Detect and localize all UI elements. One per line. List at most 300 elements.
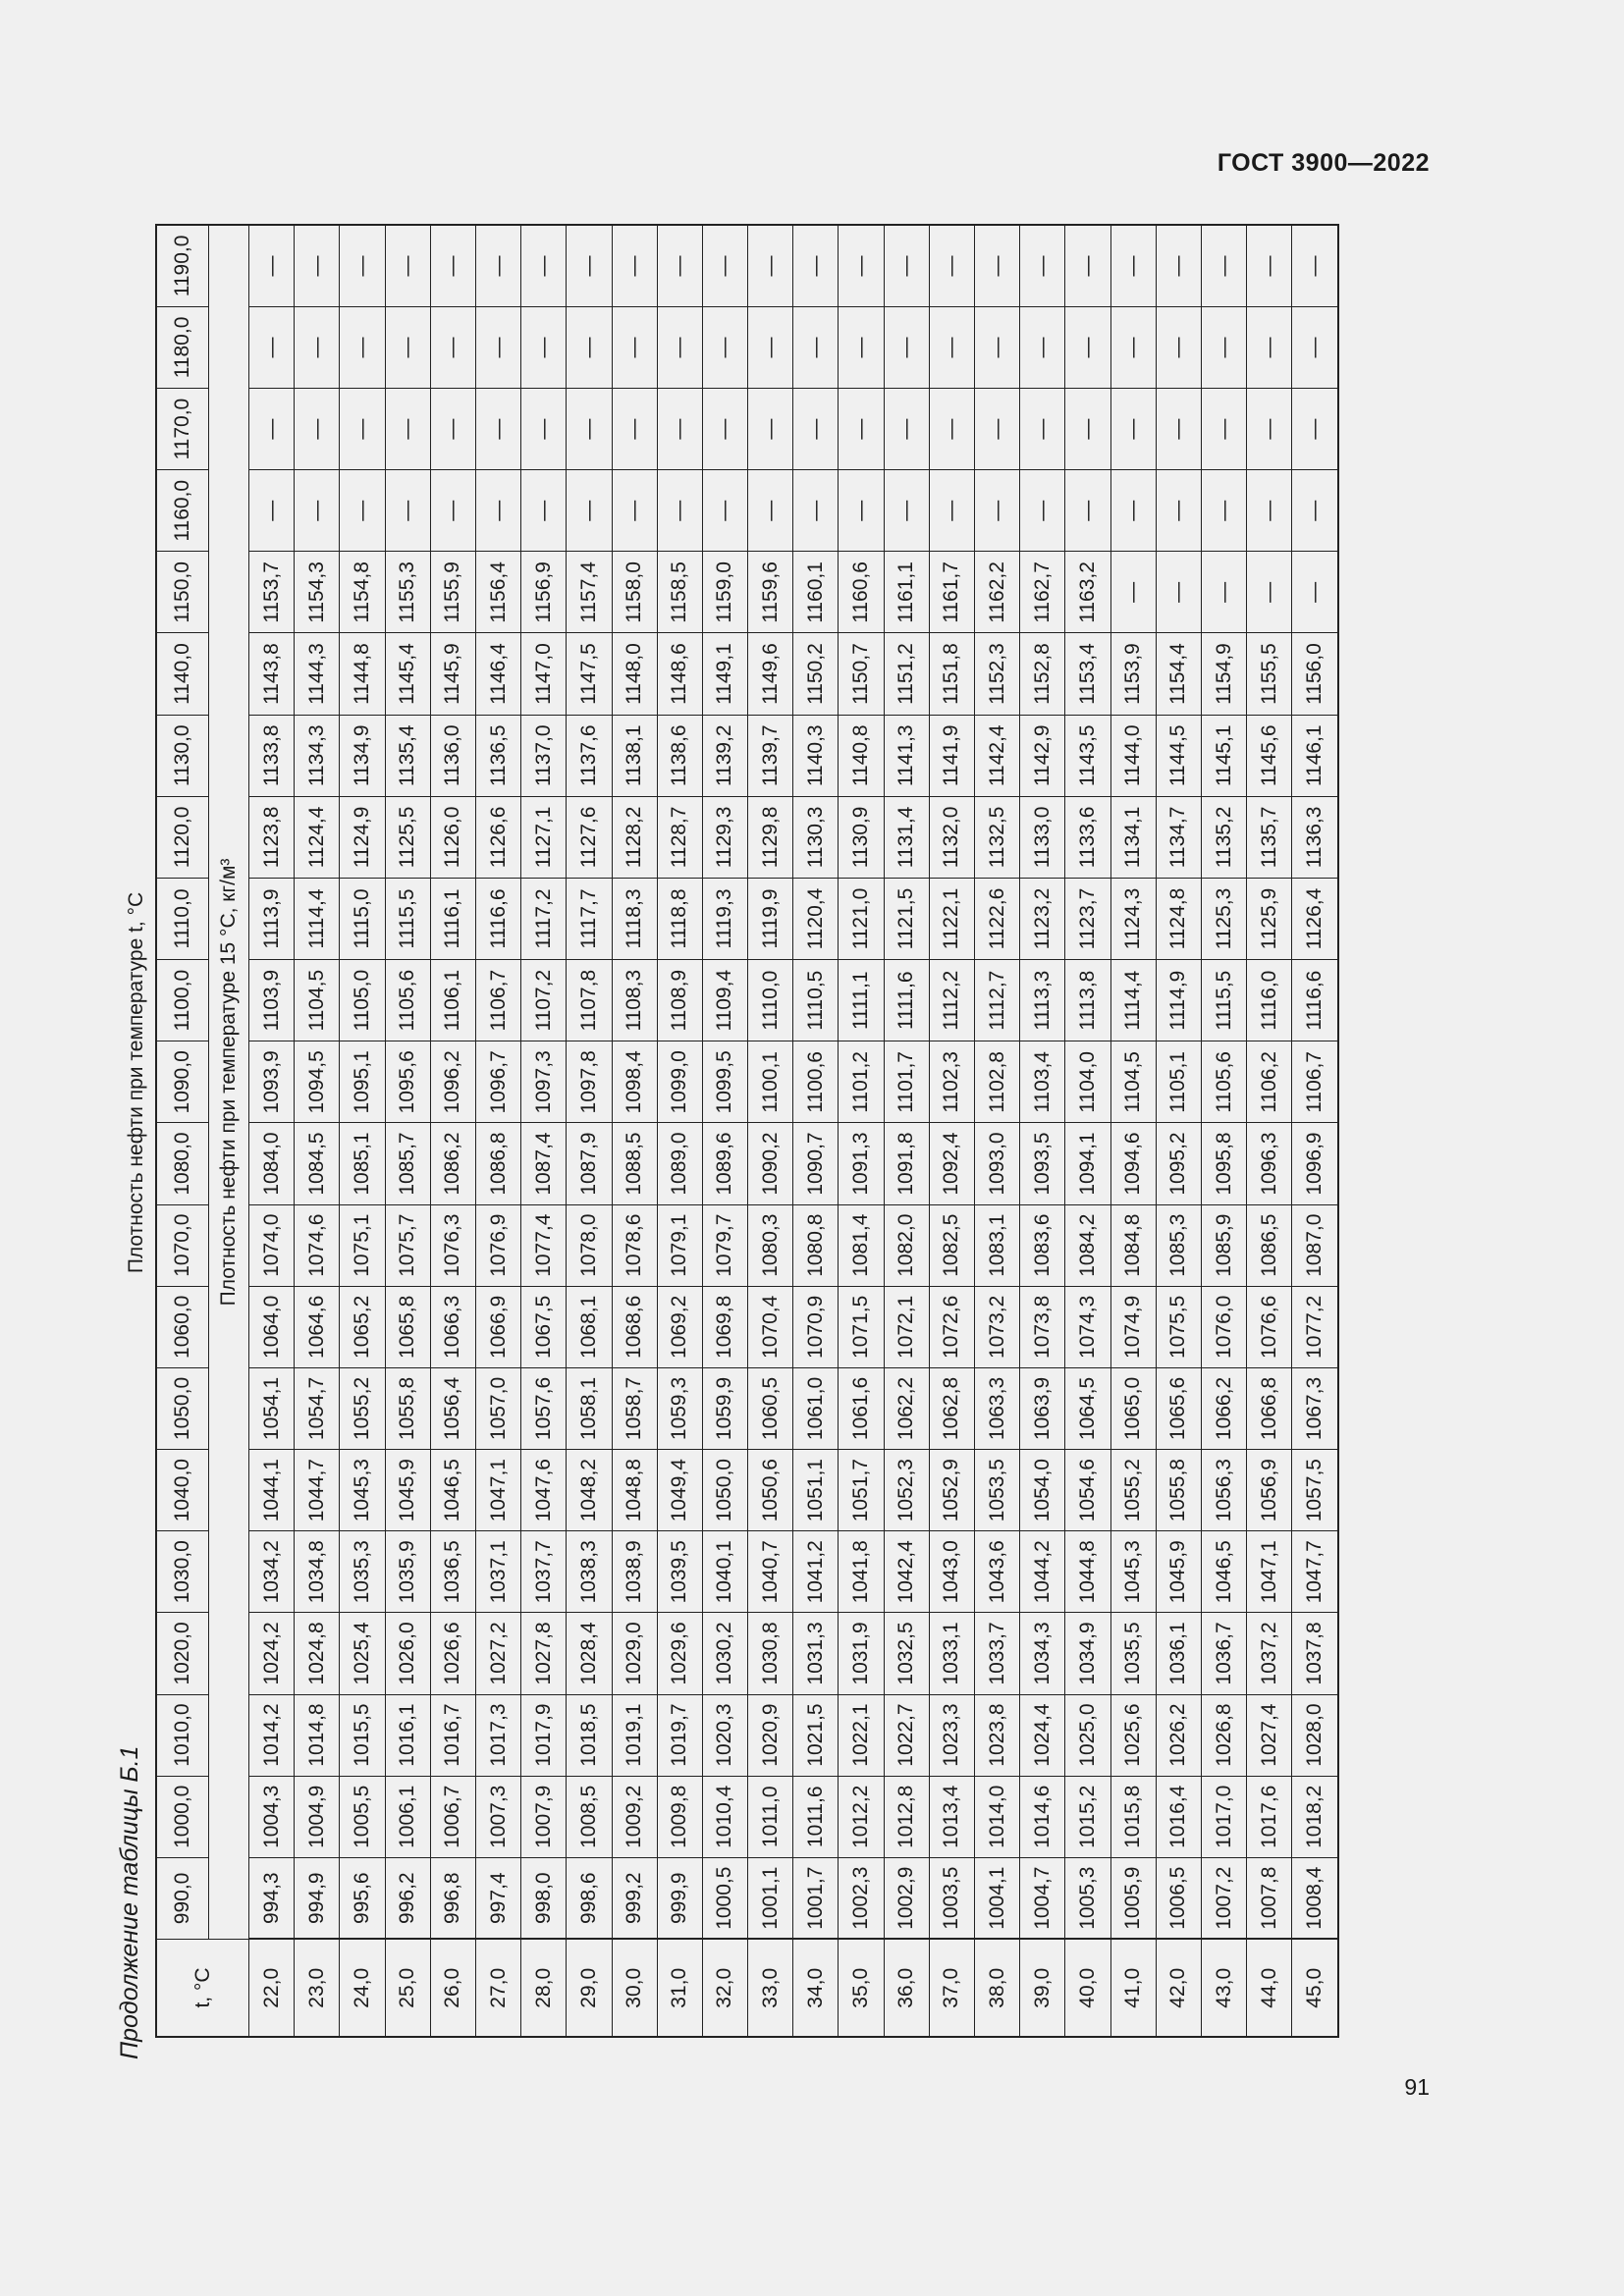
- density-cell: —: [929, 306, 974, 388]
- density-cell: 1012,2: [839, 1776, 884, 1857]
- density-cell: 1023,3: [929, 1694, 974, 1776]
- density-cell: 1013,4: [929, 1776, 974, 1857]
- density-cell: 1093,0: [975, 1123, 1020, 1204]
- density-cell: —: [1110, 306, 1156, 388]
- density-cell: 1006,7: [430, 1776, 475, 1857]
- column-header: 1040,0: [156, 1450, 209, 1531]
- density-cell: 1116,6: [475, 878, 520, 959]
- density-cell: 1017,3: [475, 1694, 520, 1776]
- density-cell: —: [929, 225, 974, 306]
- density-cell: —: [657, 470, 702, 552]
- density-cell: —: [385, 470, 430, 552]
- density-cell: —: [1201, 552, 1246, 633]
- density-cell: 1119,3: [702, 878, 747, 959]
- density-cell: 1011,0: [748, 1776, 793, 1857]
- document-code: ГОСТ 3900—2022: [1217, 149, 1430, 177]
- column-header: 1120,0: [156, 796, 209, 878]
- density-cell: 1101,7: [884, 1041, 929, 1123]
- density-cell: —: [340, 389, 385, 470]
- density-cell: —: [430, 306, 475, 388]
- table-row: [839, 225, 884, 2037]
- density-cell: 1130,3: [793, 796, 839, 878]
- density-cell: 1125,3: [1201, 878, 1246, 959]
- density-cell: 1117,7: [567, 878, 612, 959]
- density-cell: 1102,8: [975, 1041, 1020, 1123]
- density-cell: 1068,6: [612, 1286, 657, 1367]
- density-cell: 1054,7: [295, 1367, 340, 1449]
- density-cell: 1011,6: [793, 1776, 839, 1857]
- density-cell: —: [1020, 225, 1065, 306]
- density-cell: 1143,8: [249, 633, 295, 715]
- temperature-cell: 35,0: [839, 1940, 884, 2038]
- table-row: [249, 225, 295, 2037]
- density-cell: 1045,9: [385, 1450, 430, 1531]
- density-cell: 1158,0: [612, 552, 657, 633]
- density-cell: 1134,1: [1110, 796, 1156, 878]
- density-cell: 1118,8: [657, 878, 702, 959]
- density-cell: 1014,0: [975, 1776, 1020, 1857]
- temperature-cell: 31,0: [657, 1940, 702, 2038]
- density-cell: 1104,0: [1065, 1041, 1110, 1123]
- density-cell: 1148,0: [612, 633, 657, 715]
- density-cell: 1044,1: [249, 1450, 295, 1531]
- density-cell: 1067,3: [1292, 1367, 1338, 1449]
- density-cell: 1093,5: [1020, 1123, 1065, 1204]
- density-cell: 1074,9: [1110, 1286, 1156, 1367]
- density-cell: 1108,3: [612, 960, 657, 1041]
- density-cell: —: [839, 389, 884, 470]
- density-cell: 1074,0: [249, 1204, 295, 1286]
- density-cell: —: [839, 225, 884, 306]
- density-cell: 1063,9: [1020, 1367, 1065, 1449]
- temperature-cell: 33,0: [748, 1940, 793, 2038]
- table-row: [475, 225, 520, 2037]
- subheader-row: [209, 225, 249, 2037]
- density-cell: —: [748, 225, 793, 306]
- density-cell: 1015,8: [1110, 1776, 1156, 1857]
- density-cell: 1078,0: [567, 1204, 612, 1286]
- density-cell: 1045,9: [1156, 1531, 1201, 1613]
- density-cell: 1029,6: [657, 1613, 702, 1694]
- density-cell: 1017,9: [521, 1694, 567, 1776]
- density-cell: 1019,7: [657, 1694, 702, 1776]
- density-cell: 1037,2: [1247, 1613, 1292, 1694]
- density-cell: 1033,1: [929, 1613, 974, 1694]
- table-head: [156, 225, 249, 2037]
- density-cell: 1065,6: [1156, 1367, 1201, 1449]
- density-cell: —: [1065, 225, 1110, 306]
- subheader-label: Плотность нефти при температуре 15 °C, кг/м³: [209, 225, 249, 1940]
- density-cell: —: [748, 470, 793, 552]
- density-cell: 1007,9: [521, 1776, 567, 1857]
- density-cell: 996,8: [430, 1857, 475, 1939]
- density-cell: 1154,3: [295, 552, 340, 633]
- density-cell: 1141,3: [884, 715, 929, 796]
- density-cell: 1110,0: [748, 960, 793, 1041]
- density-cell: 1110,5: [793, 960, 839, 1041]
- density-cell: 1082,5: [929, 1204, 974, 1286]
- density-cell: 1142,9: [1020, 715, 1065, 796]
- density-cell: 1076,3: [430, 1204, 475, 1286]
- density-cell: 1004,7: [1020, 1857, 1065, 1939]
- density-cell: 1023,8: [975, 1694, 1020, 1776]
- density-cell: 1156,4: [475, 552, 520, 633]
- density-cell: 1157,4: [567, 552, 612, 633]
- density-cell: 1120,4: [793, 878, 839, 959]
- column-header: 1170,0: [156, 389, 209, 470]
- density-cell: 1112,2: [929, 960, 974, 1041]
- density-cell: 1155,3: [385, 552, 430, 633]
- density-cell: 1113,3: [1020, 960, 1065, 1041]
- density-cell: 1087,0: [1292, 1204, 1338, 1286]
- column-header: 1130,0: [156, 715, 209, 796]
- density-cell: 1123,2: [1020, 878, 1065, 959]
- density-cell: —: [1156, 389, 1201, 470]
- density-cell: 1074,6: [295, 1204, 340, 1286]
- density-cell: —: [1065, 389, 1110, 470]
- density-cell: 1077,4: [521, 1204, 567, 1286]
- density-cell: 1150,2: [793, 633, 839, 715]
- density-cell: 1045,3: [340, 1450, 385, 1531]
- column-header: 1090,0: [156, 1041, 209, 1123]
- density-cell: 1095,8: [1201, 1123, 1246, 1204]
- density-cell: —: [475, 306, 520, 388]
- density-cell: 1009,2: [612, 1776, 657, 1857]
- density-cell: —: [793, 389, 839, 470]
- table-body: [249, 225, 1338, 2037]
- density-cell: 1031,9: [839, 1613, 884, 1694]
- density-cell: 1076,6: [1247, 1286, 1292, 1367]
- density-cell: 1064,5: [1065, 1367, 1110, 1449]
- density-cell: —: [1247, 306, 1292, 388]
- density-cell: 1005,5: [340, 1776, 385, 1857]
- density-cell: 1096,9: [1292, 1123, 1338, 1204]
- density-cell: 1142,4: [975, 715, 1020, 796]
- density-cell: 1057,5: [1292, 1450, 1338, 1531]
- density-cell: 1134,3: [295, 715, 340, 796]
- density-cell: 1136,5: [475, 715, 520, 796]
- density-cell: 1094,6: [1110, 1123, 1156, 1204]
- density-cell: 1096,2: [430, 1041, 475, 1123]
- density-cell: 1066,9: [475, 1286, 520, 1367]
- density-cell: 1108,9: [657, 960, 702, 1041]
- density-cell: 1056,9: [1247, 1450, 1292, 1531]
- density-cell: 1046,5: [430, 1450, 475, 1531]
- density-cell: —: [1292, 225, 1338, 306]
- density-cell: 1163,2: [1065, 552, 1110, 633]
- density-cell: —: [702, 225, 747, 306]
- density-cell: 1054,0: [1020, 1450, 1065, 1531]
- density-cell: —: [1020, 470, 1065, 552]
- density-cell: —: [612, 389, 657, 470]
- density-cell: —: [702, 306, 747, 388]
- density-cell: —: [929, 470, 974, 552]
- density-cell: 1124,9: [340, 796, 385, 878]
- density-cell: 996,2: [385, 1857, 430, 1939]
- temperature-cell: 40,0: [1065, 1940, 1110, 2038]
- density-cell: 1139,7: [748, 715, 793, 796]
- density-cell: —: [1065, 306, 1110, 388]
- density-cell: 1148,6: [657, 633, 702, 715]
- density-cell: 1114,4: [295, 878, 340, 959]
- density-cell: —: [1201, 225, 1246, 306]
- density-cell: —: [1156, 225, 1201, 306]
- column-header: 1110,0: [156, 878, 209, 959]
- density-cell: 1059,9: [702, 1367, 747, 1449]
- density-cell: 1075,1: [340, 1204, 385, 1286]
- temperature-cell: 29,0: [567, 1940, 612, 2038]
- column-header: 990,0: [156, 1857, 209, 1939]
- density-cell: 1036,1: [1156, 1613, 1201, 1694]
- density-cell: 1081,4: [839, 1204, 884, 1286]
- density-cell: 1022,7: [884, 1694, 929, 1776]
- density-cell: 1123,7: [1065, 878, 1110, 959]
- temperature-cell: 39,0: [1020, 1940, 1065, 2038]
- density-cell: 1117,2: [521, 878, 567, 959]
- density-cell: 1160,6: [839, 552, 884, 633]
- density-cell: 1095,2: [1156, 1123, 1201, 1204]
- column-header: 1100,0: [156, 960, 209, 1041]
- density-cell: 1039,5: [657, 1531, 702, 1613]
- column-header: 1080,0: [156, 1123, 209, 1204]
- density-cell: 1127,6: [567, 796, 612, 878]
- density-cell: 994,3: [249, 1857, 295, 1939]
- density-cell: 1100,6: [793, 1041, 839, 1123]
- table-row: [975, 225, 1020, 2037]
- density-cell: 1140,8: [839, 715, 884, 796]
- density-cell: 1036,5: [430, 1531, 475, 1613]
- density-cell: 1085,9: [1201, 1204, 1246, 1286]
- density-cell: 1044,7: [295, 1450, 340, 1531]
- density-cell: 1127,1: [521, 796, 567, 878]
- density-cell: —: [612, 470, 657, 552]
- density-cell: —: [430, 225, 475, 306]
- density-cell: 999,9: [657, 1857, 702, 1939]
- density-cell: 1095,1: [340, 1041, 385, 1123]
- column-header: 1070,0: [156, 1204, 209, 1286]
- density-cell: 1006,1: [385, 1776, 430, 1857]
- density-cell: 1027,2: [475, 1613, 520, 1694]
- density-cell: 1072,6: [929, 1286, 974, 1367]
- density-cell: —: [1156, 470, 1201, 552]
- density-cell: 1080,3: [748, 1204, 793, 1286]
- density-cell: 1149,1: [702, 633, 747, 715]
- density-cell: —: [475, 470, 520, 552]
- density-cell: —: [567, 225, 612, 306]
- density-cell: 1007,2: [1201, 1857, 1246, 1939]
- density-cell: 1152,8: [1020, 633, 1065, 715]
- density-cell: 1076,9: [475, 1204, 520, 1286]
- table-row: [1110, 225, 1156, 2037]
- density-cell: 1010,4: [702, 1776, 747, 1857]
- header-row: [156, 225, 209, 2037]
- density-cell: 1144,3: [295, 633, 340, 715]
- density-cell: 1018,5: [567, 1694, 612, 1776]
- density-cell: 1066,2: [1201, 1367, 1246, 1449]
- density-cell: 1047,7: [1292, 1531, 1338, 1613]
- density-cell: 1104,5: [295, 960, 340, 1041]
- density-cell: 998,6: [567, 1857, 612, 1939]
- density-cell: 1091,8: [884, 1123, 929, 1204]
- density-cell: 1099,5: [702, 1041, 747, 1123]
- density-cell: 1088,5: [612, 1123, 657, 1204]
- density-cell: —: [1110, 552, 1156, 633]
- density-cell: 1162,7: [1020, 552, 1065, 633]
- density-cell: 1162,2: [975, 552, 1020, 633]
- density-cell: 1086,2: [430, 1123, 475, 1204]
- density-cell: 1043,0: [929, 1531, 974, 1613]
- density-cell: 1014,2: [249, 1694, 295, 1776]
- density-cell: 1009,8: [657, 1776, 702, 1857]
- density-cell: 1037,8: [1292, 1613, 1338, 1694]
- density-cell: 1035,9: [385, 1531, 430, 1613]
- density-cell: —: [1201, 306, 1246, 388]
- density-cell: 1107,8: [567, 960, 612, 1041]
- density-cell: 1130,9: [839, 796, 884, 878]
- density-cell: 1074,3: [1065, 1286, 1110, 1367]
- density-cell: 1008,4: [1292, 1857, 1338, 1939]
- table-row: [295, 225, 340, 2037]
- temperature-cell: 43,0: [1201, 1940, 1246, 2038]
- density-cell: —: [1292, 306, 1338, 388]
- density-cell: 1041,8: [839, 1531, 884, 1613]
- density-cell: 1138,1: [612, 715, 657, 796]
- density-cell: 1126,6: [475, 796, 520, 878]
- density-cell: 1116,1: [430, 878, 475, 959]
- density-cell: 1038,3: [567, 1531, 612, 1613]
- density-cell: 1100,1: [748, 1041, 793, 1123]
- density-cell: 1138,6: [657, 715, 702, 796]
- density-cell: 1077,2: [1292, 1286, 1338, 1367]
- density-cell: 1054,6: [1065, 1450, 1110, 1531]
- density-cell: 1128,2: [612, 796, 657, 878]
- table-row: [385, 225, 430, 2037]
- density-cell: —: [567, 470, 612, 552]
- density-cell: 1037,1: [475, 1531, 520, 1613]
- density-cell: —: [975, 389, 1020, 470]
- density-cell: 1025,6: [1110, 1694, 1156, 1776]
- density-cell: 1052,9: [929, 1450, 974, 1531]
- density-cell: 1105,6: [385, 960, 430, 1041]
- density-cell: 1017,0: [1201, 1776, 1246, 1857]
- density-cell: 1128,7: [657, 796, 702, 878]
- density-cell: 1065,0: [1110, 1367, 1156, 1449]
- density-cell: 1041,2: [793, 1531, 839, 1613]
- density-cell: 1026,0: [385, 1613, 430, 1694]
- density-cell: 1026,8: [1201, 1694, 1246, 1776]
- density-cell: 1150,7: [839, 633, 884, 715]
- density-cell: 1097,8: [567, 1041, 612, 1123]
- density-cell: 1145,6: [1247, 715, 1292, 796]
- density-cell: 1147,5: [567, 633, 612, 715]
- density-cell: 1021,5: [793, 1694, 839, 1776]
- density-cell: 1020,9: [748, 1694, 793, 1776]
- density-cell: 1153,9: [1110, 633, 1156, 715]
- density-cell: 1121,5: [884, 878, 929, 959]
- density-cell: 1125,5: [385, 796, 430, 878]
- density-cell: —: [340, 306, 385, 388]
- density-cell: —: [748, 306, 793, 388]
- density-cell: 1145,9: [430, 633, 475, 715]
- temperature-cell: 26,0: [430, 1940, 475, 2038]
- density-cell: 1159,0: [702, 552, 747, 633]
- density-cell: 1046,5: [1201, 1531, 1246, 1613]
- density-cell: 1030,2: [702, 1613, 747, 1694]
- density-cell: 1087,9: [567, 1123, 612, 1204]
- density-cell: 1098,4: [612, 1041, 657, 1123]
- density-cell: 1073,8: [1020, 1286, 1065, 1367]
- density-cell: 1087,4: [521, 1123, 567, 1204]
- density-cell: —: [385, 306, 430, 388]
- density-cell: 1014,8: [295, 1694, 340, 1776]
- density-cell: 1024,8: [295, 1613, 340, 1694]
- density-cell: 1161,7: [929, 552, 974, 633]
- density-cell: 1079,7: [702, 1204, 747, 1286]
- density-cell: 1102,3: [929, 1041, 974, 1123]
- density-cell: 1079,1: [657, 1204, 702, 1286]
- density-cell: 1096,3: [1247, 1123, 1292, 1204]
- density-cell: 1084,5: [295, 1123, 340, 1204]
- density-cell: 1034,3: [1020, 1613, 1065, 1694]
- density-cell: 1090,7: [793, 1123, 839, 1204]
- density-cell: 1016,7: [430, 1694, 475, 1776]
- density-cell: 1024,2: [249, 1613, 295, 1694]
- column-header: 1190,0: [156, 225, 209, 306]
- density-cell: —: [475, 389, 520, 470]
- density-cell: 1154,4: [1156, 633, 1201, 715]
- density-cell: —: [884, 389, 929, 470]
- density-cell: —: [657, 225, 702, 306]
- density-cell: 1129,3: [702, 796, 747, 878]
- table-row: [657, 225, 702, 2037]
- density-cell: 1015,5: [340, 1694, 385, 1776]
- density-cell: 1018,2: [1292, 1776, 1338, 1857]
- density-cell: 1113,8: [1065, 960, 1110, 1041]
- density-cell: 1082,0: [884, 1204, 929, 1286]
- column-header: 1000,0: [156, 1776, 209, 1857]
- density-cell: 1085,3: [1156, 1204, 1201, 1286]
- density-cell: 1026,2: [1156, 1694, 1201, 1776]
- density-cell: 1068,1: [567, 1286, 612, 1367]
- density-cell: 1047,1: [1247, 1531, 1292, 1613]
- density-cell: —: [521, 470, 567, 552]
- density-cell: —: [1110, 389, 1156, 470]
- density-cell: —: [340, 225, 385, 306]
- density-cell: 1044,8: [1065, 1531, 1110, 1613]
- density-cell: 1043,6: [975, 1531, 1020, 1613]
- density-cell: 1153,7: [249, 552, 295, 633]
- density-cell: 1154,9: [1201, 633, 1246, 715]
- density-cell: —: [385, 389, 430, 470]
- density-cell: 1137,6: [567, 715, 612, 796]
- table-caption: Продолжение таблицы Б.1: [116, 1745, 143, 2059]
- density-cell: 1112,7: [975, 960, 1020, 1041]
- density-cell: 1111,1: [839, 960, 884, 1041]
- density-cell: —: [975, 306, 1020, 388]
- density-cell: 1014,6: [1020, 1776, 1065, 1857]
- density-cell: 1049,4: [657, 1450, 702, 1531]
- density-cell: 1094,1: [1065, 1123, 1110, 1204]
- density-cell: 1106,2: [1247, 1041, 1292, 1123]
- density-cell: 1070,4: [748, 1286, 793, 1367]
- density-cell: 1133,6: [1065, 796, 1110, 878]
- density-cell: 1119,9: [748, 878, 793, 959]
- density-cell: —: [1020, 306, 1065, 388]
- density-cell: 1064,6: [295, 1286, 340, 1367]
- density-cell: 1017,6: [1247, 1776, 1292, 1857]
- density-cell: 1044,2: [1020, 1531, 1065, 1613]
- table-row: [1247, 225, 1292, 2037]
